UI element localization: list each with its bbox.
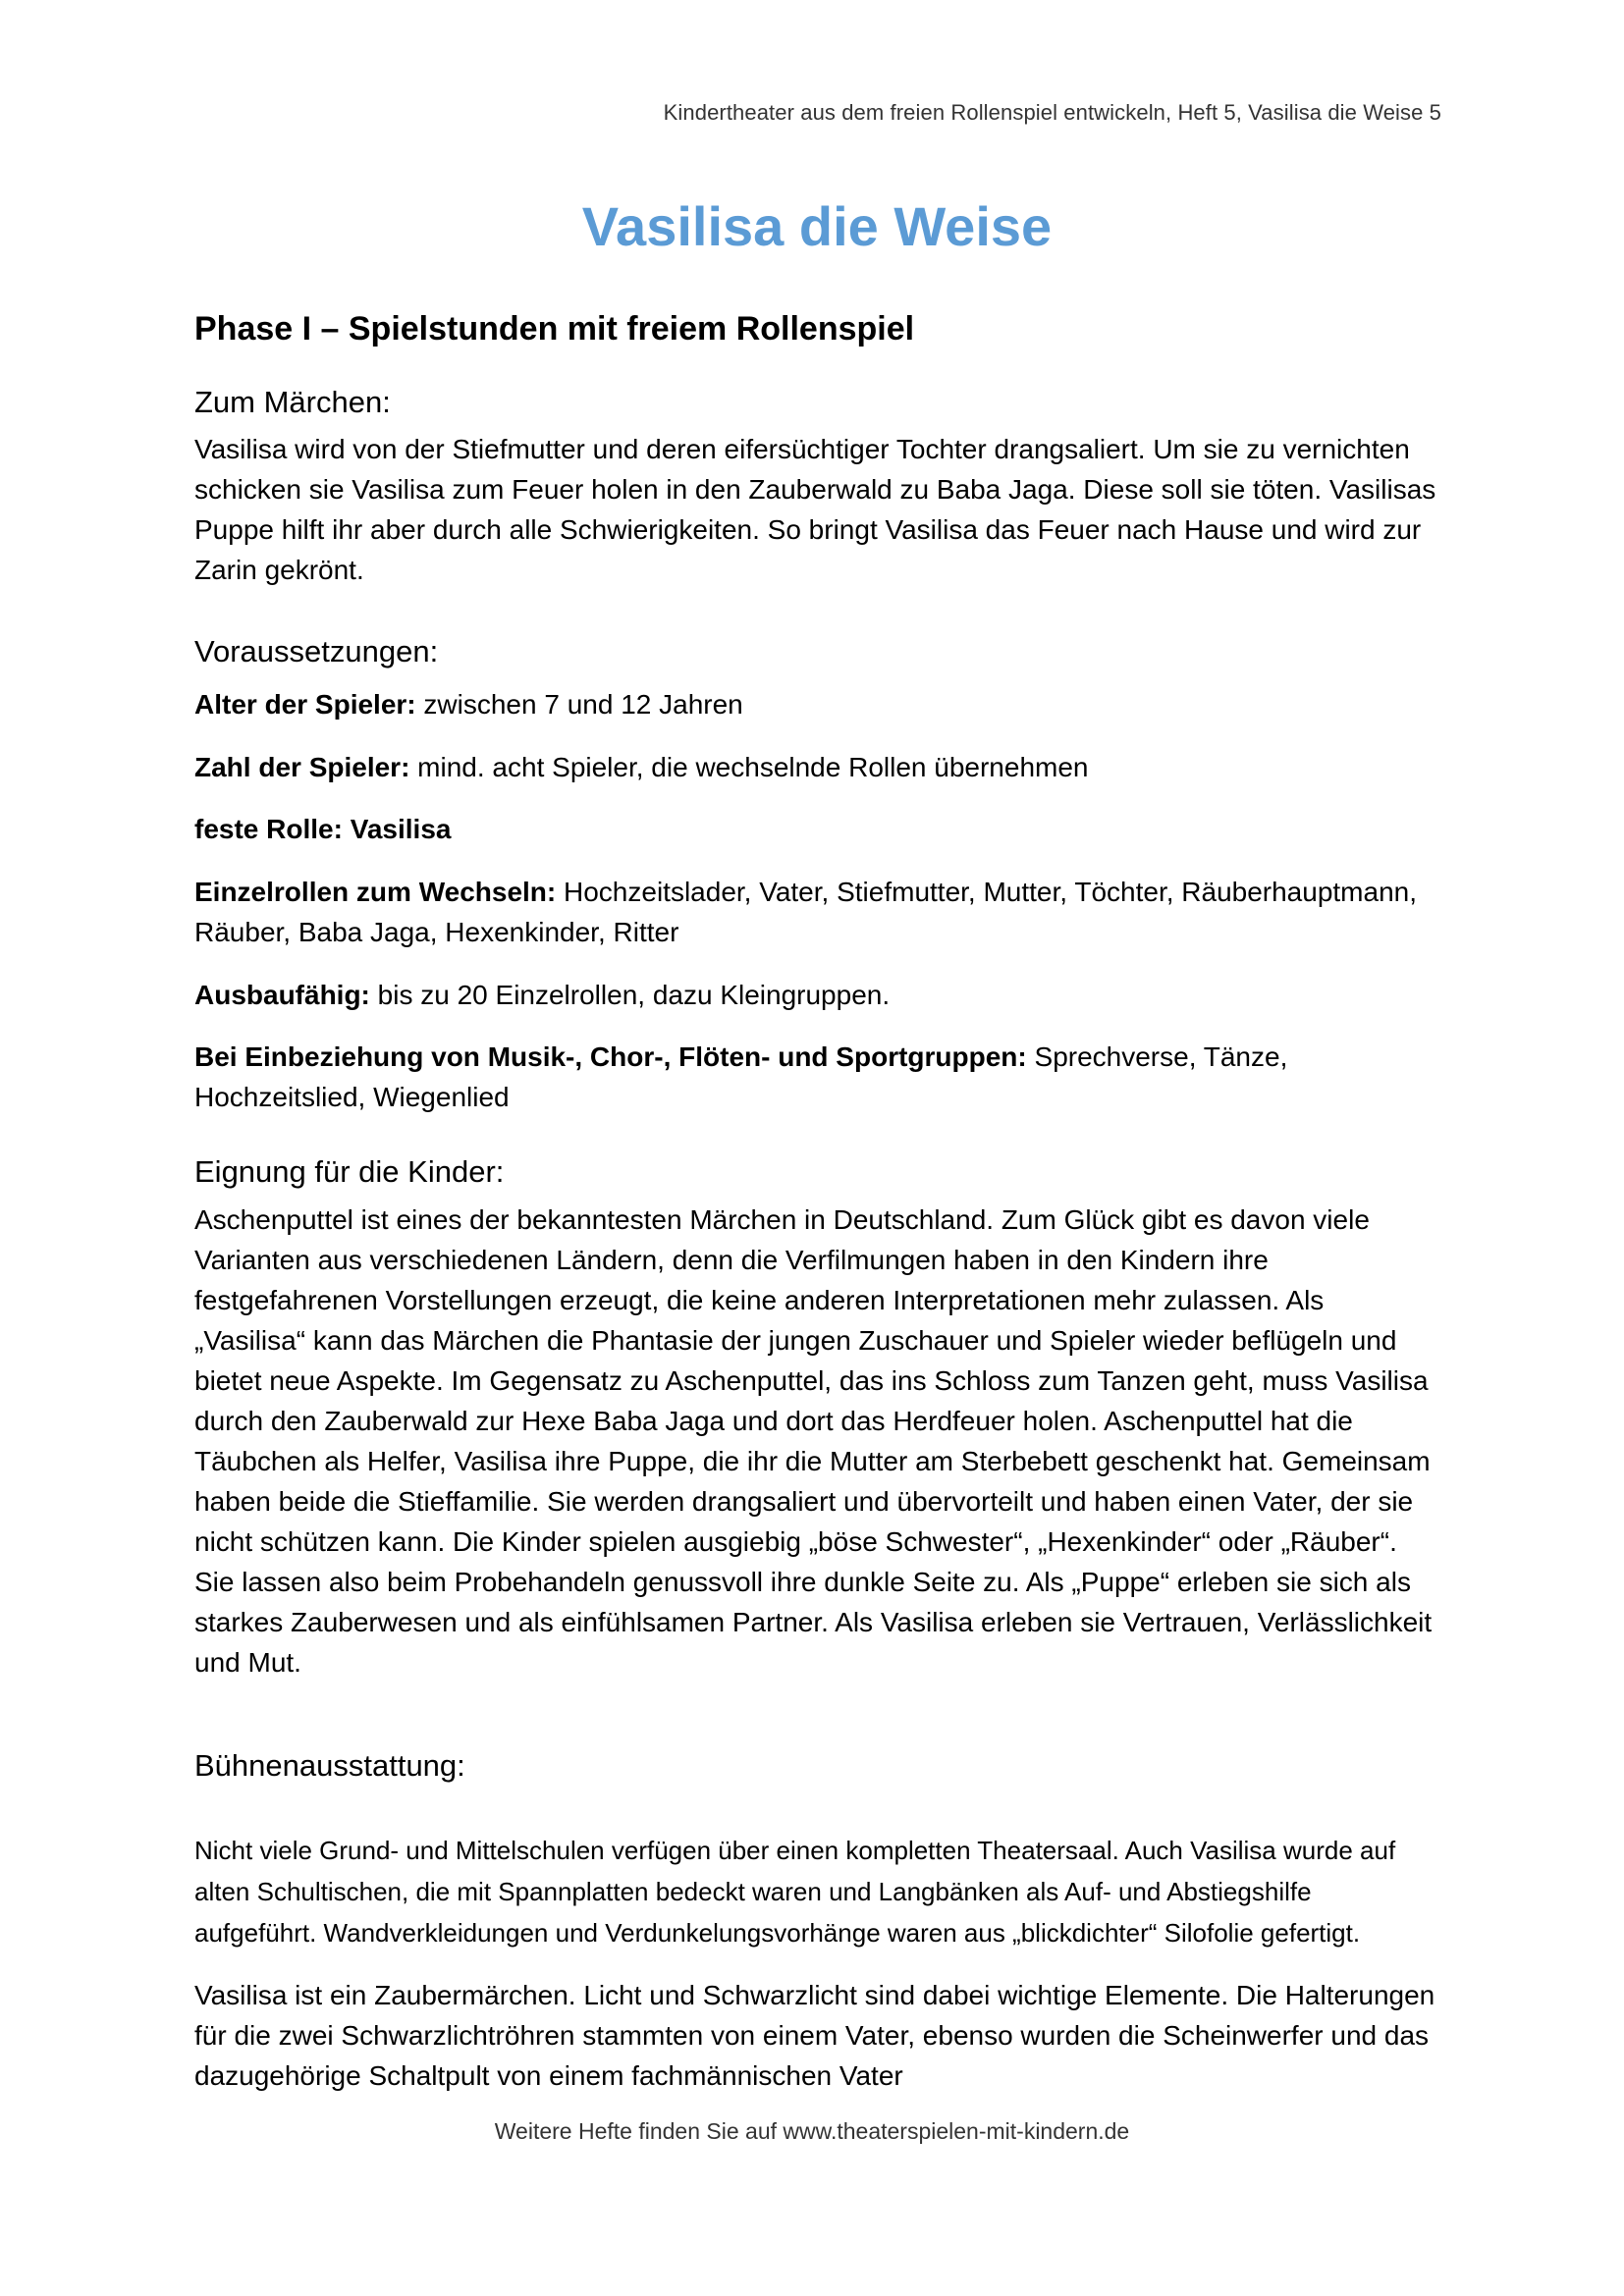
phase-heading: Phase I – Spielstunden mit freiem Rollenspiel — [194, 310, 915, 347]
running-head: Kindertheater aus dem freien Rollenspiel entwickeln, Heft 5, Vasilisa die Weise 5 — [663, 100, 1441, 125]
ausbau-line — [194, 975, 1439, 1015]
buehne-heading: Bühnenausstattung: — [194, 1748, 465, 1783]
alter-label: Alter der Spieler: — [194, 689, 416, 720]
musik-value: Sprechverse, Tänze, Hochzeitslied, Wiegenlied — [194, 1041, 1288, 1112]
zahl-line — [194, 747, 1439, 787]
zahl-label: Zahl der Spieler: — [194, 752, 410, 782]
einzelrollen-value: Hochzeitslader, Vater, Stiefmutter, Mutter, Töchter, Räuberhauptmann, Räuber, Baba Jaga, Hexenkinder, Ritter — [194, 877, 1417, 947]
ausbau-value: bis zu 20 Einzelrollen, dazu Kleingruppen. — [369, 980, 891, 1010]
footer: Weitere Hefte finden Sie auf www.theaterspielen-mit-kindern.de — [494, 2118, 1130, 2144]
eignung-heading: Eignung für die Kinder: — [194, 1154, 505, 1189]
zahl-value: mind. acht Spieler, die wechselnde Rollen übernehmen — [409, 752, 1089, 782]
voraussetzungen-heading: Voraussetzungen: — [194, 634, 439, 668]
ausbau-label: Ausbaufähig: — [194, 980, 370, 1010]
alter-line — [194, 684, 1439, 724]
alter-value: zwischen 7 und 12 Jahren — [415, 689, 743, 720]
document-title: Vasilisa die Weise — [581, 195, 1053, 257]
buehne-text-1: Nicht viele Grund- und Mittelschulen verfügen über einen kompletten Theatersaal. Auch Vasilisa wurde auf alten Schultischen, die mit Spannplatten bedeckt waren und Langbänken als Auf- und Abstiegshilfe aufgeführt. Wandverkleidungen und Verdunkelungsvorhänge waren aus „blickdichter“ Silofolie gefertigt. — [194, 1836, 1396, 1948]
feste-rolle-line: feste Rolle: Vasilisa — [194, 814, 452, 844]
musik-line — [194, 1037, 1439, 1117]
buehne-text-2: Vasilisa ist ein Zaubermärchen. Licht und Schwarzlicht sind dabei wichtige Elemente. Die Halterungen für die zwei Schwarzlichtröhren stammten von einem Vater, ebenso wurden die Scheinwerfer und das dazugehörige Schaltpult von einem fachmännischen Vater — [194, 1980, 1435, 2091]
maerchen-text: Vasilisa wird von der Stiefmutter und deren eifersüchtiger Tochter drangsaliert. Um sie zu vernichten schicken sie Vasilisa zum Feuer holen in den Zauberwald zu Baba Jaga. Diese soll sie töten. Vasilisas Puppe hilft ihr aber durch alle Schwierigkeiten. So bringt Vasilisa das Feuer nach Hause und wird zur Zarin gekrönt. — [194, 434, 1436, 585]
einzelrollen-line — [194, 872, 1439, 952]
musik-label: Bei Einbeziehung von Musik-, Chor-, Flöten- und Sportgruppen: — [194, 1041, 1027, 1072]
eignung-text: Aschenputtel ist eines der bekanntesten Märchen in Deutschland. Zum Glück gibt es davon viele Varianten aus verschiedenen Ländern, denn die Verfilmungen haben in den Kindern ihre festgefahrenen Vorstellungen erzeugt, die keine anderen Interpretationen mehr zulassen. Als „Vasilisa“ kann das Märchen die Phantasie der jungen Zuschauer und Spieler wieder beflügeln und bietet neue Aspekte. Im Gegensatz zu Aschenputtel, das ins Schloss zum Tanzen geht, muss Vasilisa durch den Zauberwald zur Hexe Baba Jaga und dort das Herdfeuer holen. Aschenputtel hat die Täubchen als Helfer, Vasilisa ihre Puppe, die ihr die Mutter am Sterbebett geschenkt hat. Gemeinsam haben beide die Stieffamilie. Sie werden drangsaliert und übervorteilt und haben einen Vater, der sie nicht schützen kann. Die Kinder spielen ausgiebig „böse Schwester“, „Hexenkinder“ oder „Räuber“. Sie lassen also beim Probehandeln genussvoll ihre dunkle Seite zu. Als „Puppe“ erleben sie sich als starkes Zauberwesen und als einfühlsamen Partner. Als Vasilisa erleben sie Vertrauen, Verlässlichkeit und Mut. — [194, 1204, 1433, 1678]
einzelrollen-label: Einzelrollen zum Wechseln: — [194, 877, 557, 907]
maerchen-heading: Zum Märchen: — [194, 385, 391, 419]
